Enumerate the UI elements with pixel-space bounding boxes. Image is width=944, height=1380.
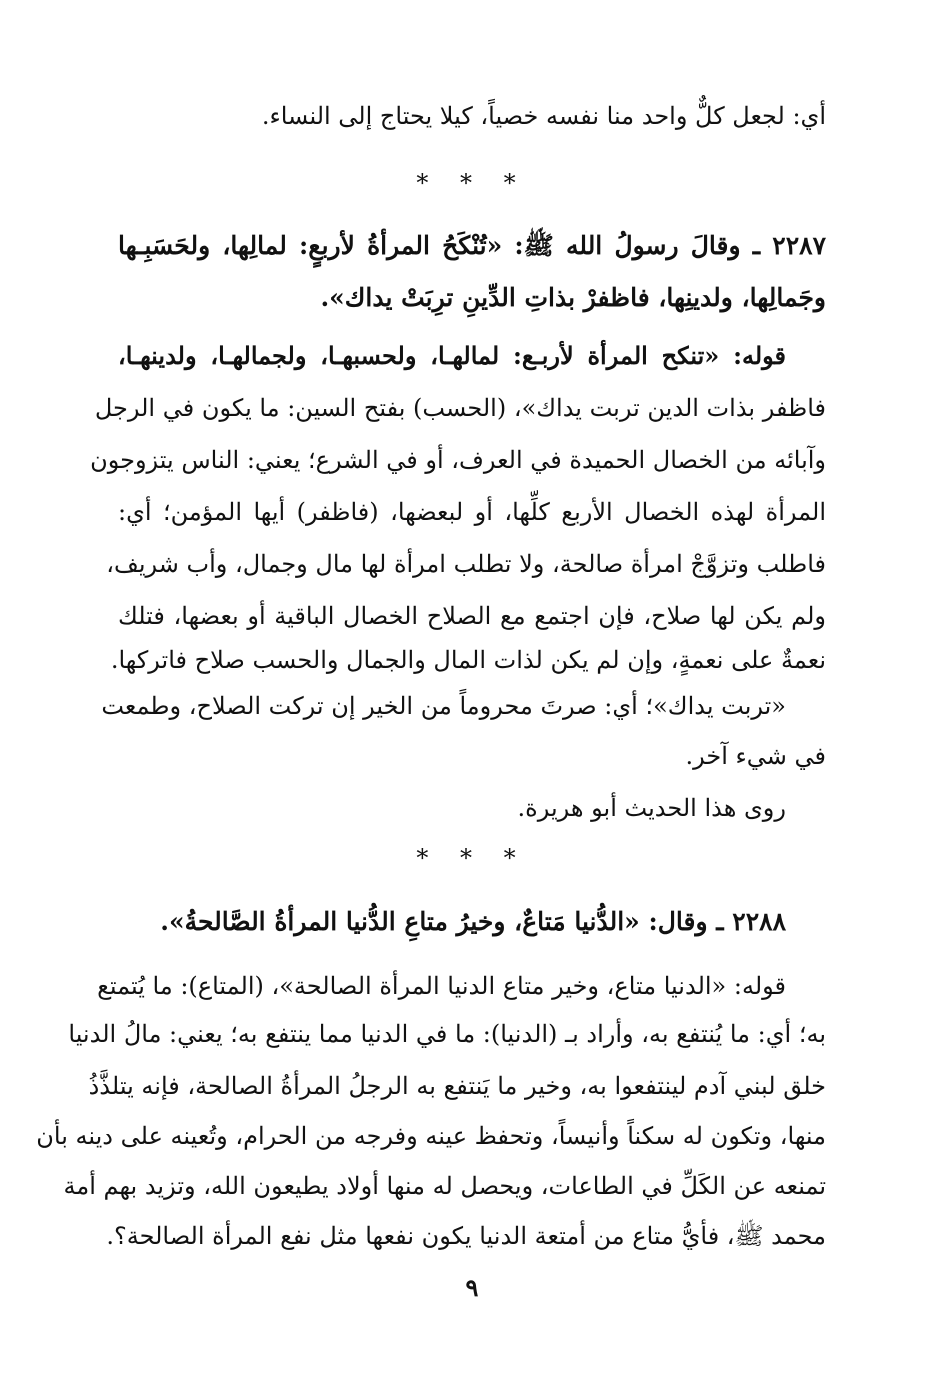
commentary-2288-line-6: محمد ﷺ، فأيُّ متاع من أمتعة الدنيا يكون نفعها مثل نفع المرأة الصالحة؟.: [106, 1222, 826, 1250]
page-number: ٩: [465, 1273, 479, 1302]
commentary-taribat-line-1: «تربت يداك»؛ أي: صرتَ محروماً من الخير إن تركت الصلاح، وطمعت: [101, 692, 786, 720]
commentary-2288-line-3: خلق لبني آدم لينتفعوا به، وخير ما يَنتفع به الرجلُ المرأةُ الصالحة، فإنه يتلذَّذُ: [88, 1072, 826, 1100]
commentary-2287-line-2: فاظفر بذات الدين تربت يداك»، (الحسب) بفتح السين: ما يكون في الرجل: [94, 394, 826, 422]
commentary-taribat-line-2: في شيء آخر.: [685, 742, 826, 770]
commentary-2288-line-5: تمنعه عن الكَلِّ في الطاعات، ويحصل له منها أولاد يطيعون الله، وتزيد بهم أمة: [63, 1172, 826, 1200]
text-line-intro: أي: لجعل كلٌّ واحد منا نفسه خصياً، كيلا يحتاج إلى النساء.: [261, 102, 826, 130]
commentary-2288-line-4: منها، وتكون له سكناً وأنيساً، وتحفظ عينه وفرجه من الحرام، وتُعينه على دينه بأن: [36, 1122, 826, 1150]
commentary-2287-line-6: ولم يكن لها صلاح، فإن اجتمع مع الصلاح الخصال الباقية أو بعضها، فتلك: [118, 602, 826, 630]
section-separator: * * *: [416, 844, 528, 872]
commentary-2288-line-2: به؛ أي: ما يُنتفع به، وأراد بـ (الدنيا): ما في الدنيا مما ينتفع به؛ يعني: مالُ الدنيا: [68, 1020, 826, 1048]
hadith-2287-line-1: ٢٢٨٧ ـ وقالَ رسولُ الله ﷺ: «تُنْكَحُ المرأةُ لأربعٍ: لمالِها، ولحَسَبِـها: [118, 231, 826, 260]
commentary-2287-line-4: المرأة لهذه الخصال الأربع كلِّها، أو لبعضها، (فاظفر) أيها المؤمن؛ أي:: [118, 498, 826, 526]
commentary-2287-line-7: نعمةٌ على نعمةٍ، وإن لم يكن لذات المال والجمال والحسب صلاح فاتركها.: [110, 646, 826, 674]
hadith-2287-line-2: وجَمالِها، ولدينِها، فاظفرْ بذاتِ الدِّينِ ترِبَتْ يداك».: [320, 283, 826, 312]
commentary-2287-line-1: قوله: «تنكح المرأة لأربـع: لمالهـا، ولحسبهـا، ولجمالهـا، ولدينهـا،: [118, 341, 786, 370]
hadith-2288-line-1: ٢٢٨٨ ـ وقال: «الدُّنيا مَتاعٌ، وخيرُ متاعِ الدُّنيا المرأةُ الصَّالحةُ».: [160, 907, 786, 936]
section-separator: * * *: [416, 169, 528, 197]
commentary-2287-line-5: فاطلب وتزوَّجْ امرأة صالحة، ولا تطلب امرأة لها مال وجمال، وأب شريف،: [106, 550, 826, 578]
commentary-2288-line-1: قوله: «الدنيا متاع، وخير متاع الدنيا المرأة الصالحة»، (المتاع): ما يُتمتع: [97, 972, 786, 1000]
commentary-2287-line-3: وآبائه من الخصال الحميدة في العرف، أو في الشرع؛ يعني: الناس يتزوجون: [90, 446, 826, 474]
narrator-line: روى هذا الحديث أبو هريرة.: [517, 794, 786, 822]
